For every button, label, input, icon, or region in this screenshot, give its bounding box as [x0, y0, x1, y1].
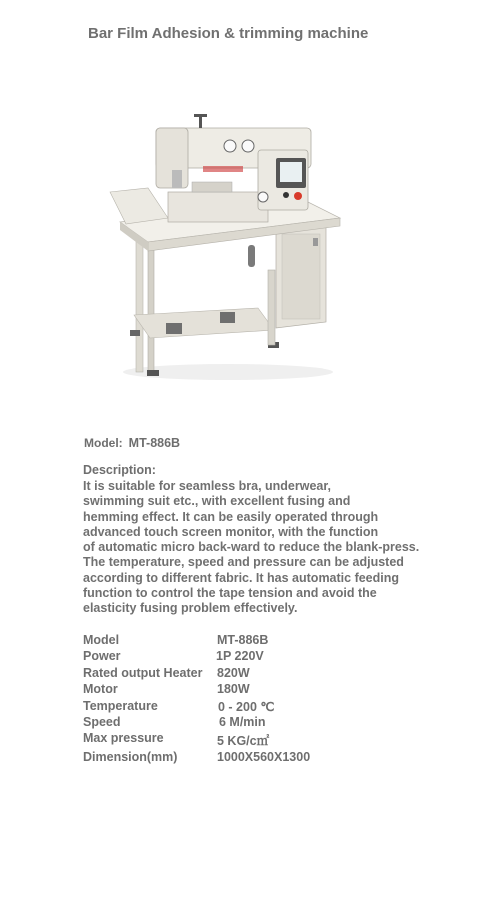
description-line: The temperature, speed and pressure can be adjusted [83, 555, 404, 570]
spec-value: 1P 220V [216, 649, 264, 664]
spec-key: Rated output Heater [83, 665, 203, 680]
description-line: of automatic micro back-ward to reduce the blank-press. [83, 540, 420, 555]
machine-photo [108, 110, 348, 385]
description-line: advanced touch screen monitor, with the function [83, 524, 379, 539]
model-label: Model: [84, 436, 123, 450]
spec-value: 6 M/min [219, 714, 266, 729]
spec-value: 180W [217, 682, 250, 697]
model-value: MT-886B [128, 436, 181, 450]
description-line: hemming effect. It can be easily operated through [83, 509, 379, 524]
spec-value: 820W [217, 665, 250, 680]
description-heading: Description: [83, 463, 156, 477]
spec-key: Power [83, 649, 121, 664]
spec-value: 0 - 200 ℃ [218, 699, 275, 714]
description-text [83, 479, 463, 617]
spec-value: 5 KG/c㎡ [217, 734, 270, 749]
spec-key: Max pressure [83, 731, 164, 746]
spec-key: Model [83, 633, 120, 647]
model-line [84, 436, 180, 450]
spec-value: 1000X560X1300 [217, 749, 311, 764]
spec-value: MT-886B [217, 633, 269, 647]
description-line: swimming suit etc., with excellent fusing and [83, 494, 351, 509]
description-line: It is suitable for seamless bra, underwear, [83, 479, 332, 493]
spec-key: Motor [83, 682, 118, 697]
spec-key: Temperature [83, 698, 158, 713]
page-title: Bar Film Adhesion & trimming machine [88, 25, 369, 42]
description-line: elasticity fusing problem effectively. [83, 601, 298, 616]
description-line: function to control the tape tension and avoid the [83, 586, 377, 601]
spec-key: Speed [83, 714, 121, 729]
spec-key: Dimension(mm) [83, 749, 178, 764]
description-line: according to different fabric. It has automatic feeding [83, 570, 400, 585]
